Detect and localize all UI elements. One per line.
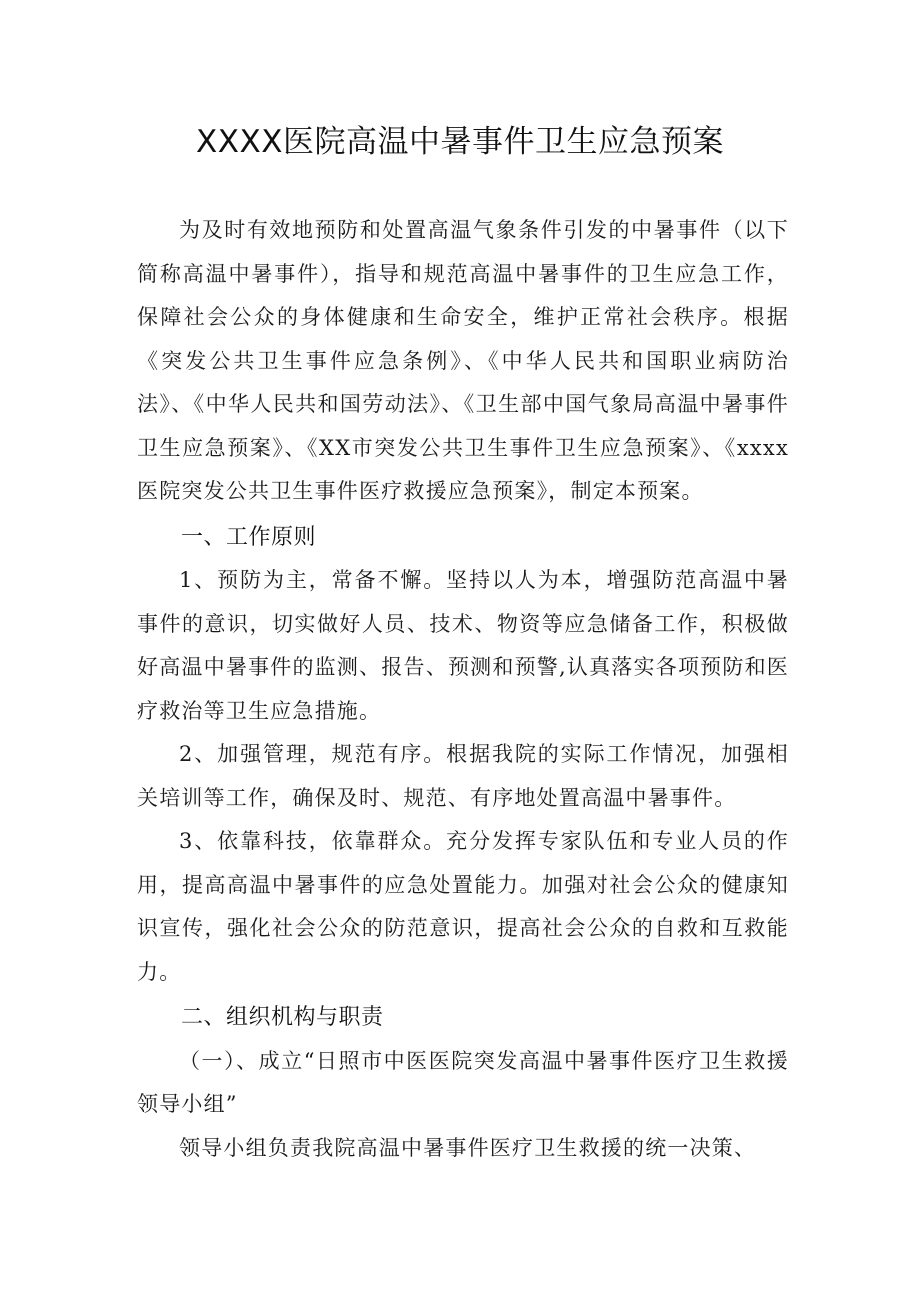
organization-paragraph: 领导小组负责我院高温中暑事件医疗卫生救援的统一决策、 (179, 1135, 757, 1160)
organization-paragraph: （一）、成立“日照市中医医院突发高温中暑事件医疗卫生救援领导小组” (137, 1048, 789, 1116)
principle-paragraph: 2、加强管理，规范有序。根据我院的实际工作情况，加强相关培训等工作，确保及时、规范、有序地处置高温中暑事件。 (137, 742, 789, 810)
section-heading-principles: 一、工作原则 (181, 524, 317, 550)
document-body (137, 209, 789, 1170)
intro-paragraph: 为及时有效地预防和处置高温气象条件引发的中暑事件（以下简称高温中暑事件），指导和规范高温中暑事件的卫生应急工作，保障社会公众的身体健康和生命安全，维护正常社会秩序。根据《突发公共卫生事件应急条例》、《中华人民共和国职业病防治法》、《中华人民共和国劳动法》、《卫生部中国气象局高温中暑事件卫生应急预案》、《XX市突发公共卫生事件卫生应急预案》、《xxxx医院突发公共卫生事件医疗救援应急预案》，制定本预案。 (137, 218, 789, 503)
principle-paragraph: 1、预防为主，常备不懈。坚持以人为本，增强防范高温中暑事件的意识，切实做好人员、技术、物资等应急储备工作，积极做好高温中暑事件的监测、报告、预测和预警,认真落实各项预防和医疗救治等卫生应急措施。 (137, 568, 789, 723)
document-title: XXXX医院高温中暑事件卫生应急预案 (196, 124, 724, 160)
principle-paragraph: 3、依靠科技，依靠群众。充分发挥专家队伍和专业人员的作用，提高高温中暑事件的应急处置能力。加强对社会公众的健康知识宣传，强化社会公众的防范意识，提高社会公众的自救和互救能力。 (137, 829, 789, 984)
section-heading-organization: 二、组织机构与职责 (181, 1005, 384, 1030)
